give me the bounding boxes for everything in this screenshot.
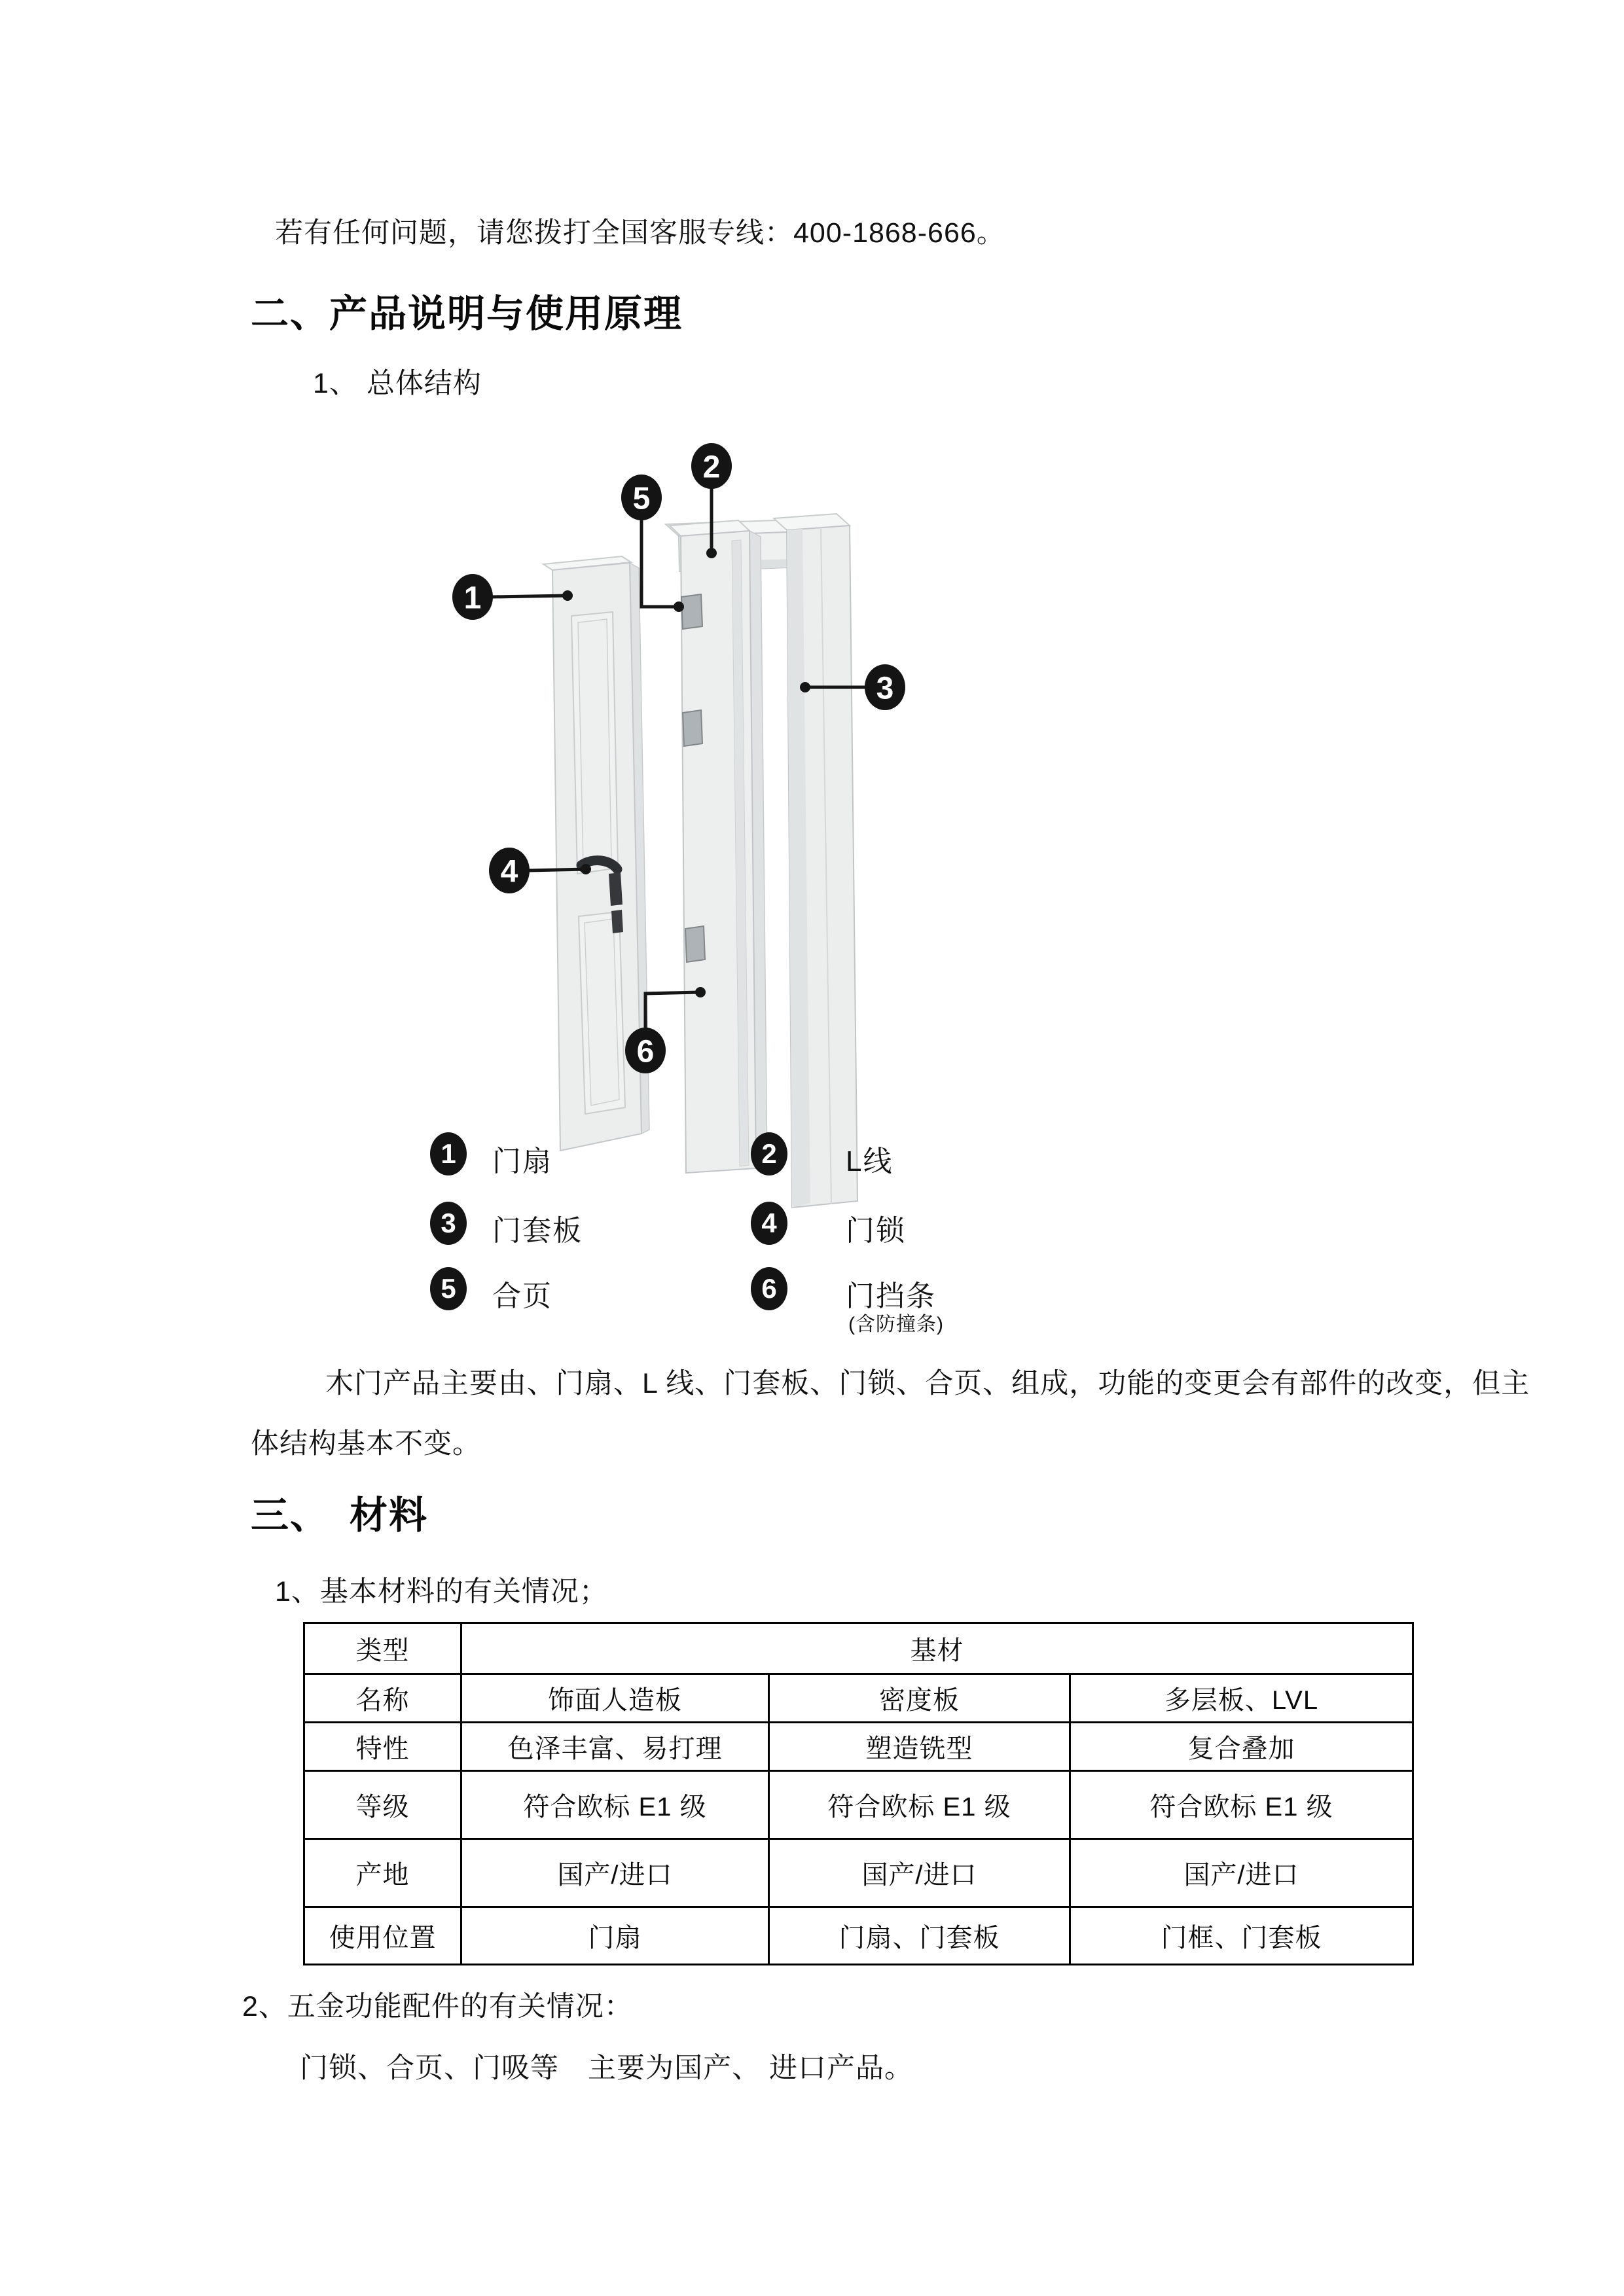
row-label: 特性: [304, 1723, 461, 1771]
section-2-heading: 二、产品说明与使用原理: [251, 293, 683, 335]
section-3-heading: 三、 材料: [251, 1494, 429, 1537]
table-cell: 符合欧标 E1 级: [769, 1771, 1070, 1839]
section-3-item-1: 1、基本材料的有关情况；: [275, 1576, 608, 1607]
legend-badge-3-number: 3: [441, 1208, 456, 1238]
table-cell: 门框、门套板: [1070, 1907, 1413, 1965]
legend-badge-1-number: 1: [441, 1138, 456, 1169]
table-row: [304, 1771, 1413, 1839]
row-label: 使用位置: [304, 1907, 461, 1965]
callout-1: [452, 574, 493, 620]
legend-label-door-lock: 门锁: [846, 1215, 906, 1247]
hinge-icon: [685, 926, 705, 962]
callout-1-number: 1: [463, 581, 482, 616]
legend-label-casing-board: 门套板: [492, 1215, 583, 1247]
table-cell: 符合欧标 E1 级: [1070, 1771, 1413, 1839]
hinge-icon: [683, 710, 702, 746]
legend-badge-2: [751, 1132, 787, 1175]
legend-note-door-stop: (含防撞条): [848, 1314, 944, 1335]
door-exploded-diagram: [425, 419, 1146, 1237]
table-row: [304, 1907, 1413, 1965]
legend-badge-4: [751, 1202, 787, 1245]
table-cell: 门扇: [461, 1907, 769, 1965]
table-row: [304, 1623, 1413, 1674]
table-cell: 密度板: [769, 1674, 1070, 1723]
table-cell: 复合叠加: [1070, 1723, 1413, 1771]
legend-label-hinge: 合页: [492, 1280, 552, 1312]
service-hotline-line: 若有任何问题，请您拨打全国客服专线：400-1868-666。: [275, 217, 1005, 249]
callout-5-number: 5: [632, 481, 651, 516]
section-3-item-2: 2、五金功能配件的有关情况：: [242, 1991, 633, 2022]
table-cell: 国产/进口: [461, 1839, 769, 1907]
table-cell: 门扇、门套板: [769, 1907, 1070, 1965]
legend-label-door-stop: 门挡条: [846, 1280, 936, 1312]
legend-badge-6: [751, 1267, 787, 1310]
table-row: [304, 1839, 1413, 1907]
legend-badge-4-number: 4: [761, 1208, 777, 1238]
body-paragraph-line-2: 体结构基本不变。: [251, 1428, 481, 1460]
callout-6: [625, 1028, 666, 1073]
frame-right-upright: [774, 514, 857, 1208]
row-label: 等级: [304, 1771, 461, 1839]
table-cell: 色泽丰富、易打理: [461, 1723, 769, 1771]
hinge-icon: [681, 594, 702, 629]
legend-label-l-line: L线: [846, 1145, 893, 1177]
section-2-item-1: 1、 总体结构: [313, 368, 482, 399]
table-cell: 国产/进口: [1070, 1839, 1413, 1907]
body-paragraph-line-1: 木门产品主要由、门扇、L 线、门套板、门锁、合页、组成，功能的变更会有部件的改变，但主: [325, 1368, 1530, 1399]
row-label: 名称: [304, 1674, 461, 1723]
callout-3: [865, 664, 905, 710]
table-cell: 国产/进口: [769, 1839, 1070, 1907]
table-cell: 多层板、LVL: [1070, 1674, 1413, 1723]
table-header-value: 基材: [461, 1623, 1413, 1674]
legend-badge-5-number: 5: [441, 1273, 456, 1304]
callout-6-number: 6: [636, 1034, 655, 1069]
table-cell: 符合欧标 E1 级: [461, 1771, 769, 1839]
row-label: 产地: [304, 1839, 461, 1907]
callout-5: [621, 475, 662, 520]
frame-hinge-jamb: [670, 520, 767, 1173]
table-row: [304, 1674, 1413, 1723]
legend-label-door-leaf: 门扇: [492, 1145, 552, 1177]
table-header-label: 类型: [304, 1623, 461, 1674]
materials-table: [303, 1622, 1414, 1965]
callout-2-number: 2: [702, 450, 721, 485]
table-cell: 塑造铣型: [769, 1723, 1070, 1771]
hardware-note-line: 门锁、合页、门吸等 主要为国产、 进口产品。: [300, 2053, 913, 2084]
callout-4: [489, 848, 530, 893]
callout-2: [691, 443, 732, 489]
callout-3-number: 3: [876, 671, 894, 706]
legend-badge-6-number: 6: [761, 1273, 777, 1304]
legend-badge-5: [430, 1267, 467, 1310]
legend-badge-1: [430, 1132, 467, 1175]
legend-badge-2-number: 2: [761, 1138, 777, 1169]
callout-4-number: 4: [500, 854, 518, 889]
table-cell: 饰面人造板: [461, 1674, 769, 1723]
table-row: [304, 1723, 1413, 1771]
legend-badge-3: [430, 1202, 467, 1245]
